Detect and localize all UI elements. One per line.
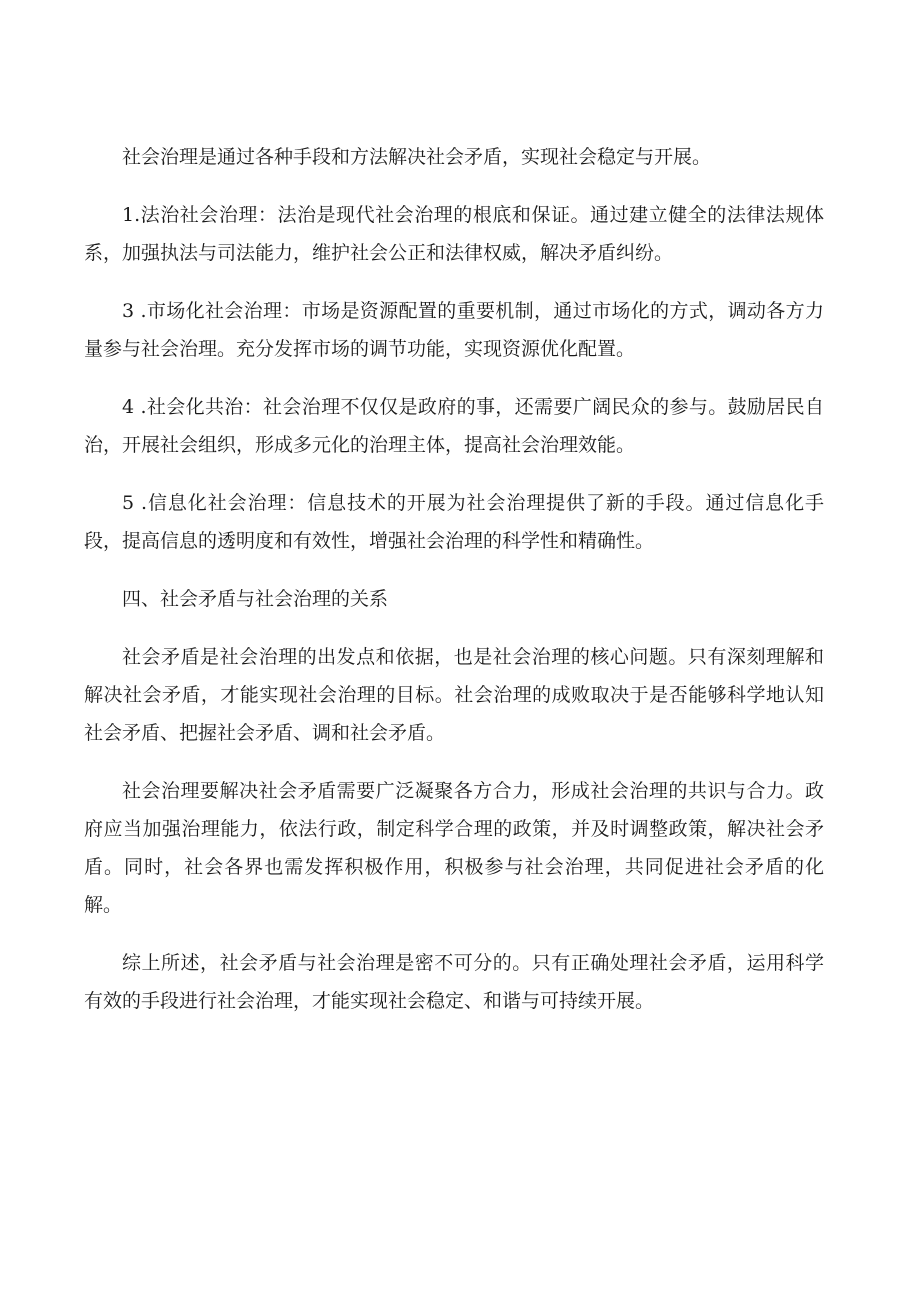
intro-paragraph: 社会治理是通过各种手段和方法解决社会矛盾，实现社会稳定与开展。 [122, 146, 712, 168]
list-item-information-governance: 5 .信息化社会治理：信息技术的开展为社会治理提供了新的手段。通过信息化手段，提高信息的透明度和有效性，增强社会治理的科学性和精确性。 [84, 492, 824, 552]
body-paragraph: 社会矛盾是社会治理的出发点和依据，也是社会治理的核心问题。只有深刻理解和解决社会矛盾，才能实现社会治理的目标。社会治理的成败取决于是否能够科学地认知社会矛盾、把握社会矛盾、调和社会矛盾。 [84, 646, 824, 744]
section-heading: 四、社会矛盾与社会治理的关系 [122, 588, 389, 610]
document-body [84, 138, 824, 1040]
conclusion-paragraph: 综上所述，社会矛盾与社会治理是密不可分的。只有正确处理社会矛盾，运用科学有效的手段进行社会治理，才能实现社会稳定、和谐与可持续开展。 [84, 952, 824, 1012]
list-item-social-co-governance: 4 .社会化共治：社会治理不仅仅是政府的事，还需要广阔民众的参与。鼓励居民自治，开展社会组织，形成多元化的治理主体，提高社会治理效能。 [84, 396, 824, 456]
list-item-rule-of-law: 1.法治社会治理：法治是现代社会治理的根底和保证。通过建立健全的法律法规体系，加强执法与司法能力，维护社会公正和法律权威，解决矛盾纠纷。 [84, 204, 824, 264]
list-item-market-governance: 3 .市场化社会治理：市场是资源配置的重要机制，通过市场化的方式，调动各方力量参与社会治理。充分发挥市场的调节功能，实现资源优化配置。 [84, 300, 824, 360]
body-paragraph: 社会治理要解决社会矛盾需要广泛凝聚各方合力，形成社会治理的共识与合力。政府应当加强治理能力，依法行政，制定科学合理的政策，并及时调整政策，解决社会矛盾。同时，社会各界也需发挥积极作用，积极参与社会治理，共同促进社会矛盾的化解。 [84, 780, 824, 916]
